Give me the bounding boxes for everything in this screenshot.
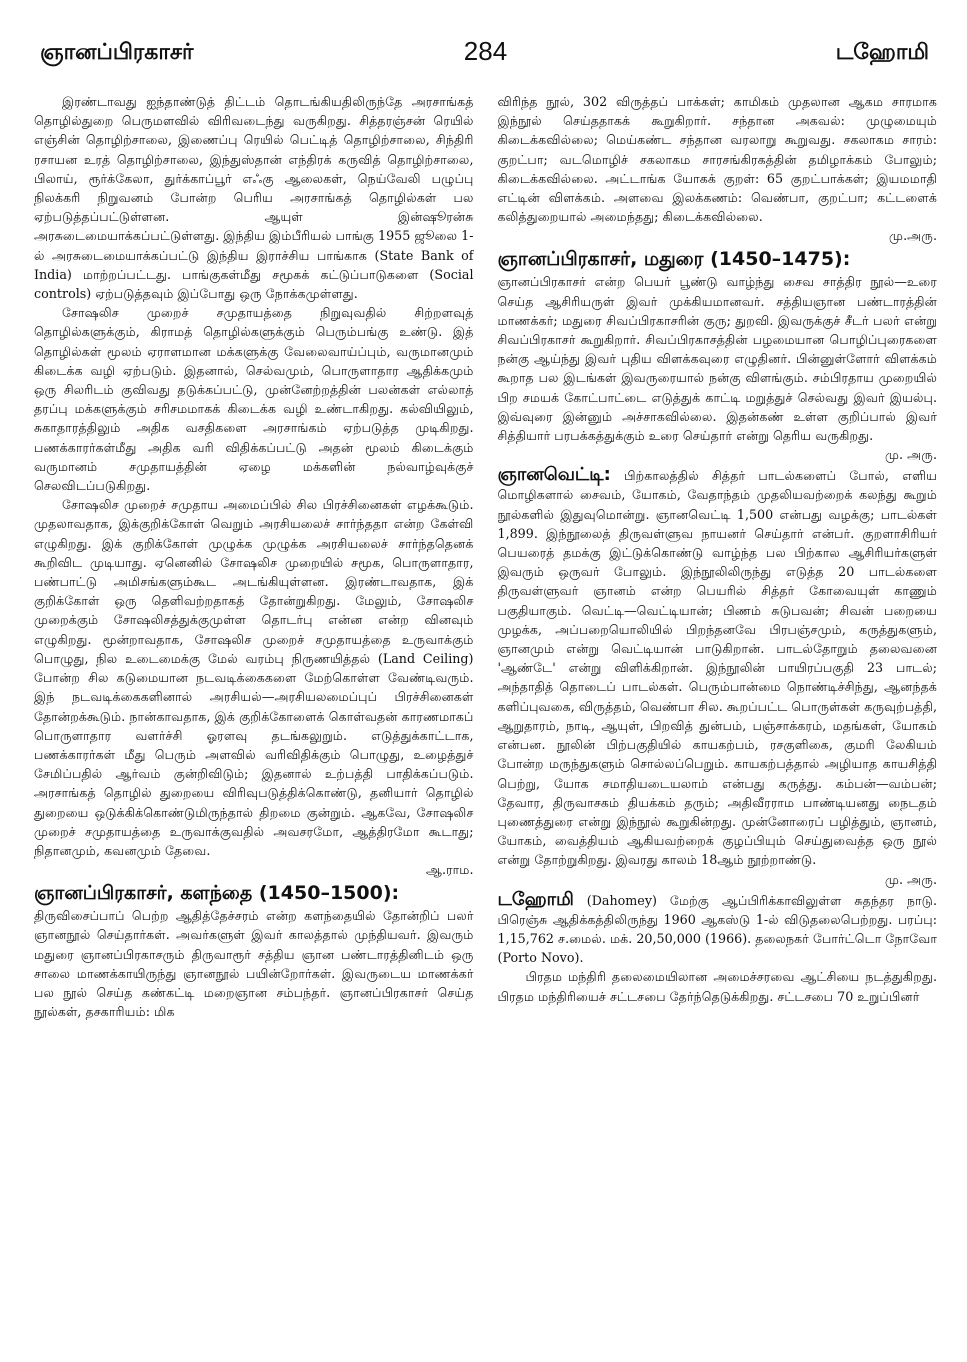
entry-title: டஹோமி (497, 888, 574, 910)
entry-body (498, 465, 938, 869)
paragraph: இரண்டாவது ஐந்தாண்டுத் திட்டம் தொடங்கியதிலிருந்தே அரசாங்கத் தொழில்துறை பெருமளவில் விரிவடைந்து வருகிறது. சித்தரஞ்சன் ரெயில் எஞ்சின் தொழிற்சாலை, இணைப்பு ரெயில் பெட்டித் தொழிற்சாலை, சிந்திரி ரசாயன உரத் தொழிற்சாலை, இந்துஸ்தான் எந்திரக் கருவித் தொழிற்சாலை, பிலாய், ரூர்க்கேலா, துர்க்காப்பூர் எஃகு ஆலைகள், நெய்வேலி பழுப்பு நிலக்கரி நிறுவனம் போன்ற பெரிய அரசாங்கத் தொழில்கள் பல ஏற்படுத்தப்பட்டுள்ளன. ஆயுள் இன்ஷூரன்சு அரசுடைமையாக்கப்பட்டுள்ளது. இந்திய இம்பீரியல் பாங்கு 1955 ஜூலை 1-ல் அரசுடைமையாக்கப்பட்டு இந்திய இராச்சிய பாங்காக (State Bank of India) மாற்றப்பட்டது. பாங்குகள்மீது சமூகக் கட்டுப்பாடுகளை (Social controls) ஏற்படுத்தவும் இப்போது ஒரு நோக்கமுள்ளது. (34, 94, 474, 302)
entry-title: ஞானப்பிரகாசர், மதுரை (497, 248, 704, 271)
entry-text: மேற்கு ஆப்பிரிக்காவிலுள்ள சுதந்தர நாடு. பிரெஞ்சு ஆதிக்கத்திலிருந்து 1960 ஆகஸ்டு 1-ல் விடுதலைபெற்றது. பரப்பு: 1,15,762 ச.மைல். மக். 20,50,000 (1966). தலைநகர் போர்ட்டொ நோவோ (Porto Novo). (497, 892, 937, 966)
entry-gnanaprakasar-kalanthai (34, 880, 474, 1021)
entry-dates: (1450–1500): (258, 882, 400, 905)
entry-body: திருவிசைப்பாப் பெற்ற ஆதித்தேச்சரம் என்ற களந்தையில் தோன்றிப் பலர் ஞானநூல் செய்தார்கள். அவர்களுள் இவர் காலத்தால் முந்தியவர். இவரும் மதுரை ஞானப்பிரகாசரும் திருவாரூர் சத்திய ஞான பண்டாரத்தினிடம் ஒரு சாலை மாணக்காயிருந்து ஞானநூல் பயின்றோர்கள். இவருடைய மாணக்கர் பல நூல் செய்த கண்கட்டி மறைஞான சம்பந்தர். ஞானப்பிரகாசர் செய்த நூல்கள், தசகாரியம்: மிக (34, 908, 474, 1020)
running-head-right: டஹோமி (835, 40, 929, 65)
entry-latin-name: (Dahomey) (586, 892, 657, 908)
author-initials: மு.அரு. (888, 228, 937, 244)
entry-title: ஞானவெட்டி: (497, 464, 611, 486)
entry-heading (34, 880, 474, 906)
entry-gnanaprakasar-madurai (498, 246, 938, 464)
author-initials: மு. அரு. (884, 447, 937, 463)
right-column (498, 92, 938, 1021)
entry-dates: (1450–1475): (710, 248, 851, 271)
page-number: 284 (463, 36, 508, 66)
entry-heading (498, 246, 938, 272)
author-initials: ஆ.ராம. (425, 862, 474, 878)
entry-body (498, 890, 938, 968)
entry-text: பிற்காலத்தில் சித்தர் பாடல்களைப் போல், எளிய மொழிகளால் சைவம், யோகம், வேதாந்தம் முதலியவற்றைக் கலந்து கூறும் நூல்களில் இதுவுமொன்று. ஞானவெட்டி 1,500 என்பது வழக்கு; பாடல்கள் 1,899. இந்நூலைத் திருவள்ளுவ நாயனர் செய்தார் என்பர். குறளாசிரியர் பெயரைத் தமக்கு இட்டுக்கொண்டு வாழ்ந்த பல பிற்கால ஆசிரியர்களுள் இவரும் ஒருவர் போலும். இந்நூலிலிருந்து எடுத்த 20 பாடல்களை திருவள்ளுவர் ஞானம் என்ற பெயரில் சித்தர் கோவையுள் காணும் பகுதியாகும். வெட்டி—வெட்டியான்; பிணம் சுடுபவன்; சிவன் பறையை முழக்க, அப்பறையொலியில் பிறந்தனவே பிரபஞ்சமும், கருத்துகளும், ஞானமும் என்று வெட்டியான் பாடுகிறான். பாடல்தோறும் தலைவனை 'ஆண்டே' என்று விளிக்கிறான். இந்நூலின் பாயிரப்பகுதி 23 பாடல்; அந்தாதித் தொடைப் பாடல்கள். பெரும்பான்மை நொண்டிச்சிந்து, ஆனந்தக் களிப்புவகை, விருத்தம், வெண்பா சில. கூறப்பட்ட பொருள்கள் கருவுற்பத்தி, ஆறுதாரம், நாடி, ஆயுள், பிறவித் துன்பம், பஞ்சாக்கரம், மதங்கள், யோகம் என்பன. நூலின் பிற்பகுதியில் காயகற்பம், ரசகுளிகை, குமரி லேகியம் போன்ற மருந்துகளும் சொல்லப்பெறும். காயகற்பத்தால் அழியாத காயசித்தி பெற்று, யோக சமாதியடையலாம் என்பது கருத்து. கம்பன்—வம்பன்; தேவார, திருவாசகம் தியக்கம் தரும்; அதிவீரராம பாண்டியனது நைடதம் புணைத்துரை என்று இந்நூல் கூறுகின்றது. முன்னோரைப் பழித்தும், ஞானம், யோகம், வைத்தியம் ஆகியவற்றைக் குழப்பியும் செய்துவைத்த ஒரு நூல் என்று தோற்றுகிறது. இவரது காலம் 18ஆம் நூற்றாண்டு. (497, 468, 937, 868)
author-initials: மு. அரு. (884, 871, 937, 887)
entry-body: ஞானப்பிரகாசர் என்ற பெயர் பூண்டு வாழ்ந்து சைவ சாத்திர நூல்—உரை செய்த ஆசிரியருள் இவர் முக்கியமானவர். சத்தியஞான பண்டாரத்தின் மாணக்கர்; மதுரை சிவப்பிரகாசரின் குரு; துறவி. இவருக்குச் சீடர் பலர் என்று சிவப்பிரகாசர் கூறுகிறார். சிவப்பிரகாசத்தின் பழமையான பொழிப்புரைகளை நன்கு ஆய்ந்து இவர் புதிய விளக்கவுரை எழுதினர். பின்னுள்ளோர் விளக்கம் கூறாத பல இடங்கள் இவருரையால் நன்கு விளங்கும். சம்பிரதாய முறையில் பிற சமயக் கோட்பாட்டை எடுத்துக் காட்டி மறுத்துச் செல்வது இவர் இயல்பு. இவ்வுரை இன்னும் அச்சாகவில்லை. இதன்கண் உள்ள குறிப்பால் இவர் சித்தியார் பரபக்கத்துக்கும் உரை செய்தார் என்று தெரிய வருகிறது. (497, 274, 937, 444)
running-header (34, 36, 937, 80)
paragraph: சோஷலிச முறைச் சமுதாயத்தை நிறுவுவதில் சிற்றளவுத் தொழில்களுக்கும், கிராமத் தொழில்களுக்கும் பெரும்பங்கு உண்டு. இத் தொழில்கள் மூலம் ஏராளமான மக்களுக்கு வேலைவாய்ப்பும், வருமானமும் கிடைக்க வழி ஏற்படும். இதனால், செல்வமும், பொருளாதார ஆதிக்கமும் ஒரு சிலரிடம் குவிவது தடுக்கப்பட்டு, முன்னேற்றத்தின் பலன்கள் எல்லாத் தரப்பு மக்களுக்கும் சரிசமமாகக் கிடைக்க வழி உண்டாகிறது. கல்வியிலும், சுகாதாரத்திலும் அதிக வசதிகளை அரசாங்கம் ஏற்படுத்த முடிகிறது. பணக்காரர்கள்மீது அதிக வரி விதிக்கப்பட்டு அதன் மூலம் கிடைக்கும் வருமானம் சமுதாயத்தின் ஏழை மக்களின் நல்வாழ்வுக்குச் செலவிடப்படுகிறது. (34, 305, 474, 494)
running-head-left: ஞானப்பிரகாசர் (40, 40, 194, 65)
entry-dahomey (498, 890, 938, 1006)
two-column-body (34, 92, 937, 1021)
entry-title: ஞானப்பிரகாசர், களந்தை (34, 882, 253, 905)
entry-gnanavetti (498, 465, 938, 888)
paragraph: பிரதம மந்திரி தலைமையிலான அமைச்சரவை ஆட்சியை நடத்துகிறது. பிரதம மந்திரியைச் சட்டசபை தேர்ந்தெடுக்கிறது. சட்டசபை 70 உறுப்பினர் (497, 969, 937, 1004)
left-column (34, 92, 474, 1021)
paragraph: விரிந்த நூல், 302 விருத்தப் பாக்கள்; காமிகம் முதலான ஆகம சாரமாக இந்நூல் செய்ததாகக் கூறுகிறார். சந்தான அகவல்: முழுமையும் கிடைக்கவில்லை; மெய்கண்ட சந்தான வரலாறு கூறுவது. சகலாகம சாரம்: குறட்பா; வடமொழிச் சகலாகம சாரசங்கிரகத்தின் தமிழாக்கம் போலும்; கிடைக்கவில்லை. அட்டாங்க யோகக் குறள்: 65 குறட்பாக்கள்; இயமமாதி எட்டின் விளக்கம். அளவை இலக்கணம்: வெண்பா, குறட்பா; கட்டளைக் கலித்துறையால் அமைந்தது; கிடைக்கவில்லை. (497, 94, 937, 225)
paragraph: சோஷலிச முறைச் சமுதாய அமைப்பில் சில பிரச்சினைகள் எழக்கூடும். முதலாவதாக, இக்குறிக்கோள் வெறும் அரசியலைச் சார்ந்ததா என்ற கேள்வி எழுகிறது. இக் குறிக்கோள் முழுக்க முழுக்க அரசியலைச் சார்ந்ததெனக் கூறிவிட முடியாது. ஏனெனில் சோஷலிச முறையில் சமூக, பொருளாதார, பண்பாட்டு அமிசங்களும்கூட அடங்கியுள்ளன. இரண்டாவதாக, இக் குறிக்கோள் ஒரு தெளிவற்றதாகத் தோன்றுகிறது. மேலும், சோஷலிச முறைக்கும் சோஷலிசத்துக்குமுள்ள தொடர்பு என்ன என்ற வினவும் எழுகிறது. மூன்றாவதாக, சோஷலிச முறைச் சமுதாயத்தை உருவாக்கும் பொழுது, நில உடைமைக்கு மேல் வரம்பு நிருணயித்தல் (Land Ceiling) போன்ற சில கடுமையான நடவடிக்கைகளை மேற்கொள்ள வேண்டிவரும். இந் நடவடிக்கைகளினால் அரசியல்—அரசியலமைப்புப் பிரச்சினைகள் தோன்றக்கூடும். நான்காவதாக, இக் குறிக்கோளைக் கொள்வதன் காரணமாகப் பொருளாதார வளர்ச்சி ஓரளவு தடங்கலுறும். எடுத்துக்காட்டாக, பணக்காரர்கள் மீது பெரும் அளவில் வரிவிதிக்கும் பொழுது, உழைத்துச் சேமிப்பதில் ஆர்வம் குன்றிவிடும்; இதனால் உற்பத்தி பாதிக்கப்படும். அரசாங்கத் தொழில் துறையை விரிவுபடுத்திக்கொண்டு, தனியார் தொழில் துறையை ஒடுக்கிக்கொண்டுமிருந்தால் திறமை குன்றும். ஆகவே, சோஷலிச முறைச் சமுதாயத்தை உருவாக்குவதில் அவசரமோ, ஆத்திரமோ கூடாது; நிதானமும், கவனமும் தேவை. (34, 497, 474, 858)
